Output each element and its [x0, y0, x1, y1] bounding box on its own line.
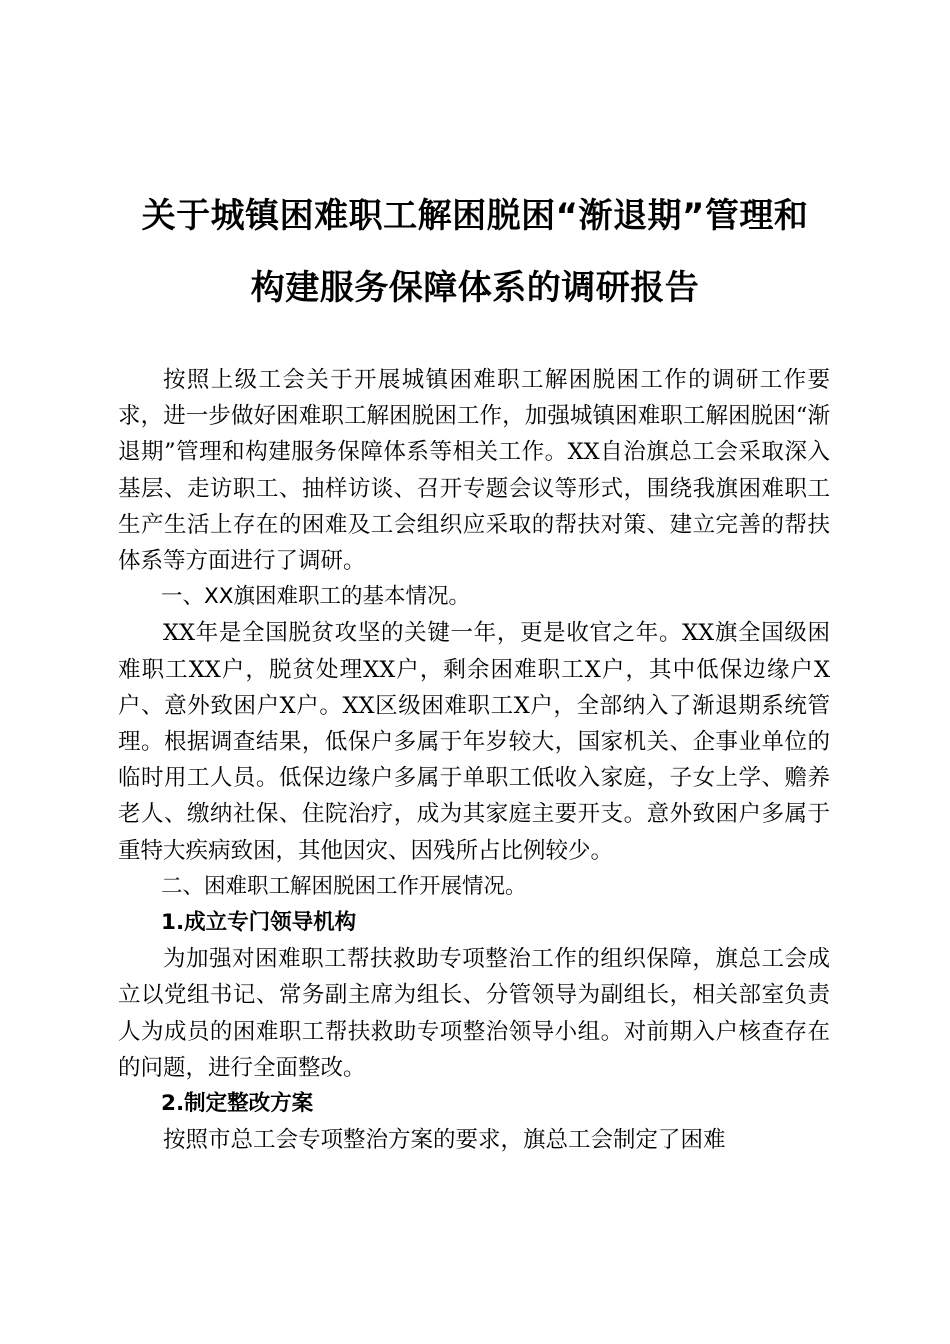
intro-paragraph: 按照上级工会关于开展城镇困难职工解困脱困工作的调研工作要求，进一步做好困难职工解困脱困工作，加强城镇困难职工解困脱困“渐退期”管理和构建服务保障体系等相关工作。XX自治旗总工会采取深入基层、走访职工、抽样访谈、召开专题会议等形式，围绕我旗困难职工生产生活上存在的困难及工会组织应采取的帮扶对策、建立完善的帮扶体系等方面进行了调研。: [118, 367, 830, 575]
document-title-line-2: 构建服务保障体系的调研报告: [250, 268, 700, 308]
subsection-1-heading: 1.成立专门领导机构: [161, 910, 357, 936]
subsection-2-heading: 2.制定整改方案: [161, 1091, 314, 1117]
subsection-2-paragraph: 按照市总工会专项整治方案的要求，旗总工会制定了困难: [163, 1127, 726, 1154]
section-2-heading: 二、困难职工解困脱困工作开展情况。: [161, 873, 527, 899]
document-title-line-1: 关于城镇困难职工解困脱困“渐退期”管理和: [141, 196, 809, 236]
document-body: [118, 362, 830, 1158]
section-1-heading: 一、XX旗困难职工的基本情况。: [161, 584, 470, 610]
section-1-paragraph: XX年是全国脱贫攻坚的关键一年，更是收官之年。XX旗全国级困难职工XX户，脱贫处理XX户，剩余困难职工X户，其中低保边缘户X户、意外致困户X户。XX区级困难职工X户，全部纳入了渐退期系统管理。根据调查结果，低保户多属于年岁较大，国家机关、企事业单位的临时用工人员。低保边缘户多属于单职工低收入家庭，子女上学、赡养老人、缴纳社保、住院治疗，成为其家庭主要开支。意外致困户多属于重特大疾病致困，其他因灾、因残所占比例较少。: [118, 620, 830, 864]
subsection-1-paragraph: 为加强对困难职工帮扶救助专项整治工作的组织保障，旗总工会成立以党组书记、常务副主席为组长、分管领导为副组长，相关部室负责人为成员的困难职工帮扶救助专项整治领导小组。对前期入户核查存在的问题，进行全面整改。: [118, 946, 830, 1081]
